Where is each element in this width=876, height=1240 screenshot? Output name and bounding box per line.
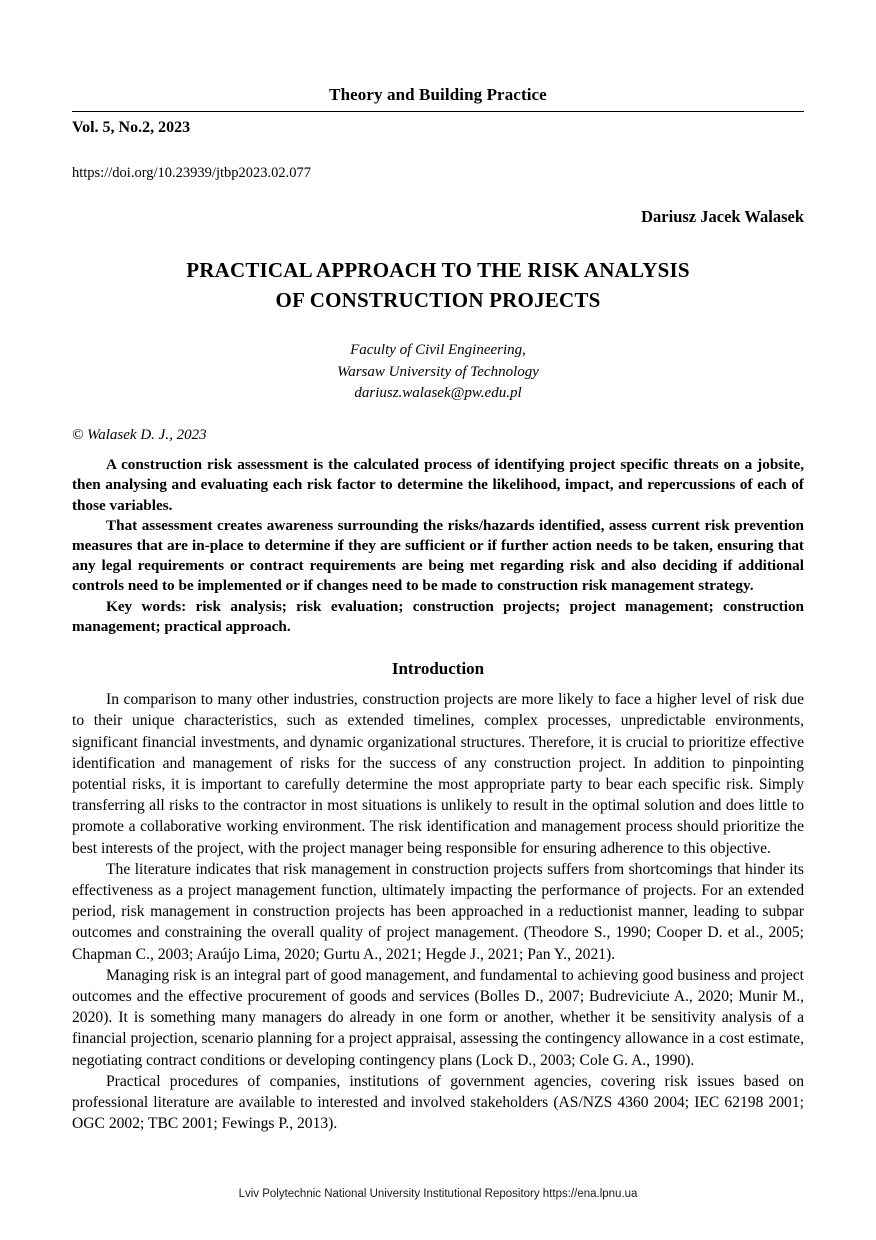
affiliation [72,340,804,405]
footer-repository-note: Lviv Polytechnic National University Institutional Repository https://ena.lpnu.ua [238,1188,638,1200]
paper-title-line-1: PRACTICAL APPROACH TO THE RISK ANALYSIS [186,258,690,282]
section-heading-introduction: Introduction [391,659,485,679]
paper-title-line-2: OF CONSTRUCTION PROJECTS [275,288,601,313]
doi-link[interactable]: https://doi.org/10.23939/jtbp2023.02.077 [72,165,311,181]
abstract-paragraph-2: That assessment creates awareness surrounding the risks/hazards identified, assess current risk prevention measures that are in-place to determine if they are sufficient or if further action needs to be taken, ensuring that any legal requirements or contract requirements are being met regarding risk and also deciding if additional controls need to be implemented or if changes need to be made to construction risk management strategy. [72,516,804,595]
abstract [72,455,804,637]
intro-paragraph-2: The literature indicates that risk management in construction projects suffers from shortcomings that hinder its effectiveness as a project management function, ultimately impacting the performance of projects. For an extended period, risk management in construction projects has been approached in a reductionist manner, leading to subpar outcomes and constraining the overall quality of project management. (Theodore S., 1990; Cooper D. et al., 2005; Chapman C., 2003; Araújo Lima, 2020; Gurtu A., 2021; Hegde J., 2021; Pan Y., 2021). [72,860,804,963]
journal-title: Theory and Building Practice [329,85,547,104]
affiliation-faculty: Faculty of Civil Engineering, [350,341,526,358]
intro-paragraph-1: In comparison to many other industries, construction projects are more likely to face a higher level of risk due to their unique characteristics, such as extended timelines, complex processes, unpredictable environments, significant financial investments, and dynamic organizational structures. Therefore, it is crucial to prioritize effective identification and management of risks for the success of any construction project. In addition to pinpointing potential risks, it is important to carefully determine the most appropriate party to bear each specific risk. Simply transferring all risks to the contractor in most situations is unlikely to result in the optimal solution and does little to promote a collaborative working environment. The risk identification and management process should prioritize the best interests of the project, with the project manager being responsible for ensuring adherence to this objective. [72,691,804,857]
copyright-notice: © Walasek D. J., 2023 [72,427,207,444]
intro-paragraph-3: Managing risk is an integral part of good management, and fundamental to achieving good business and project outcomes and the effective procurement of goods and services (Bolles D., 2007; Budreviciute A., 2020; Munir M., 2020). It is something many managers do already in one form or another, whether it be sensitivity analysis of a financial projection, scenario planning for a project appraisal, assessing the contingency allowance in a cost estimate, negotiating contract conditions or developing contingency plans (Lock D., 2003; Cole G. A., 1990). [72,966,804,1069]
introduction-body [72,689,804,1134]
issue-line: Vol. 5, No.2, 2023 [72,119,191,136]
header-rule [72,111,804,112]
intro-paragraph-4: Practical procedures of companies, institutions of government agencies, covering risk issues based on professional literature are available to interested and involved stakeholders (AS/NZS 4360 2004; IEC 62198 2001; OGC 2002; TBC 2001; Fewings P., 2013). [72,1072,804,1133]
author-name: Dariusz Jacek Walasek [641,207,804,226]
abstract-paragraph-1: A construction risk assessment is the calculated process of identifying project specific threats on a jobsite, then analysing and evaluating each risk factor to determine the likelihood, impact, and repercussions of each of those variables. [72,456,804,514]
affiliation-university: Warsaw University of Technology [337,363,539,380]
page-title [72,255,804,316]
abstract-keywords: Key words: risk analysis; risk evaluation; construction projects; project management; construction management; practical approach. [72,597,804,635]
author-email[interactable]: dariusz.walasek@pw.edu.pl [354,385,522,402]
